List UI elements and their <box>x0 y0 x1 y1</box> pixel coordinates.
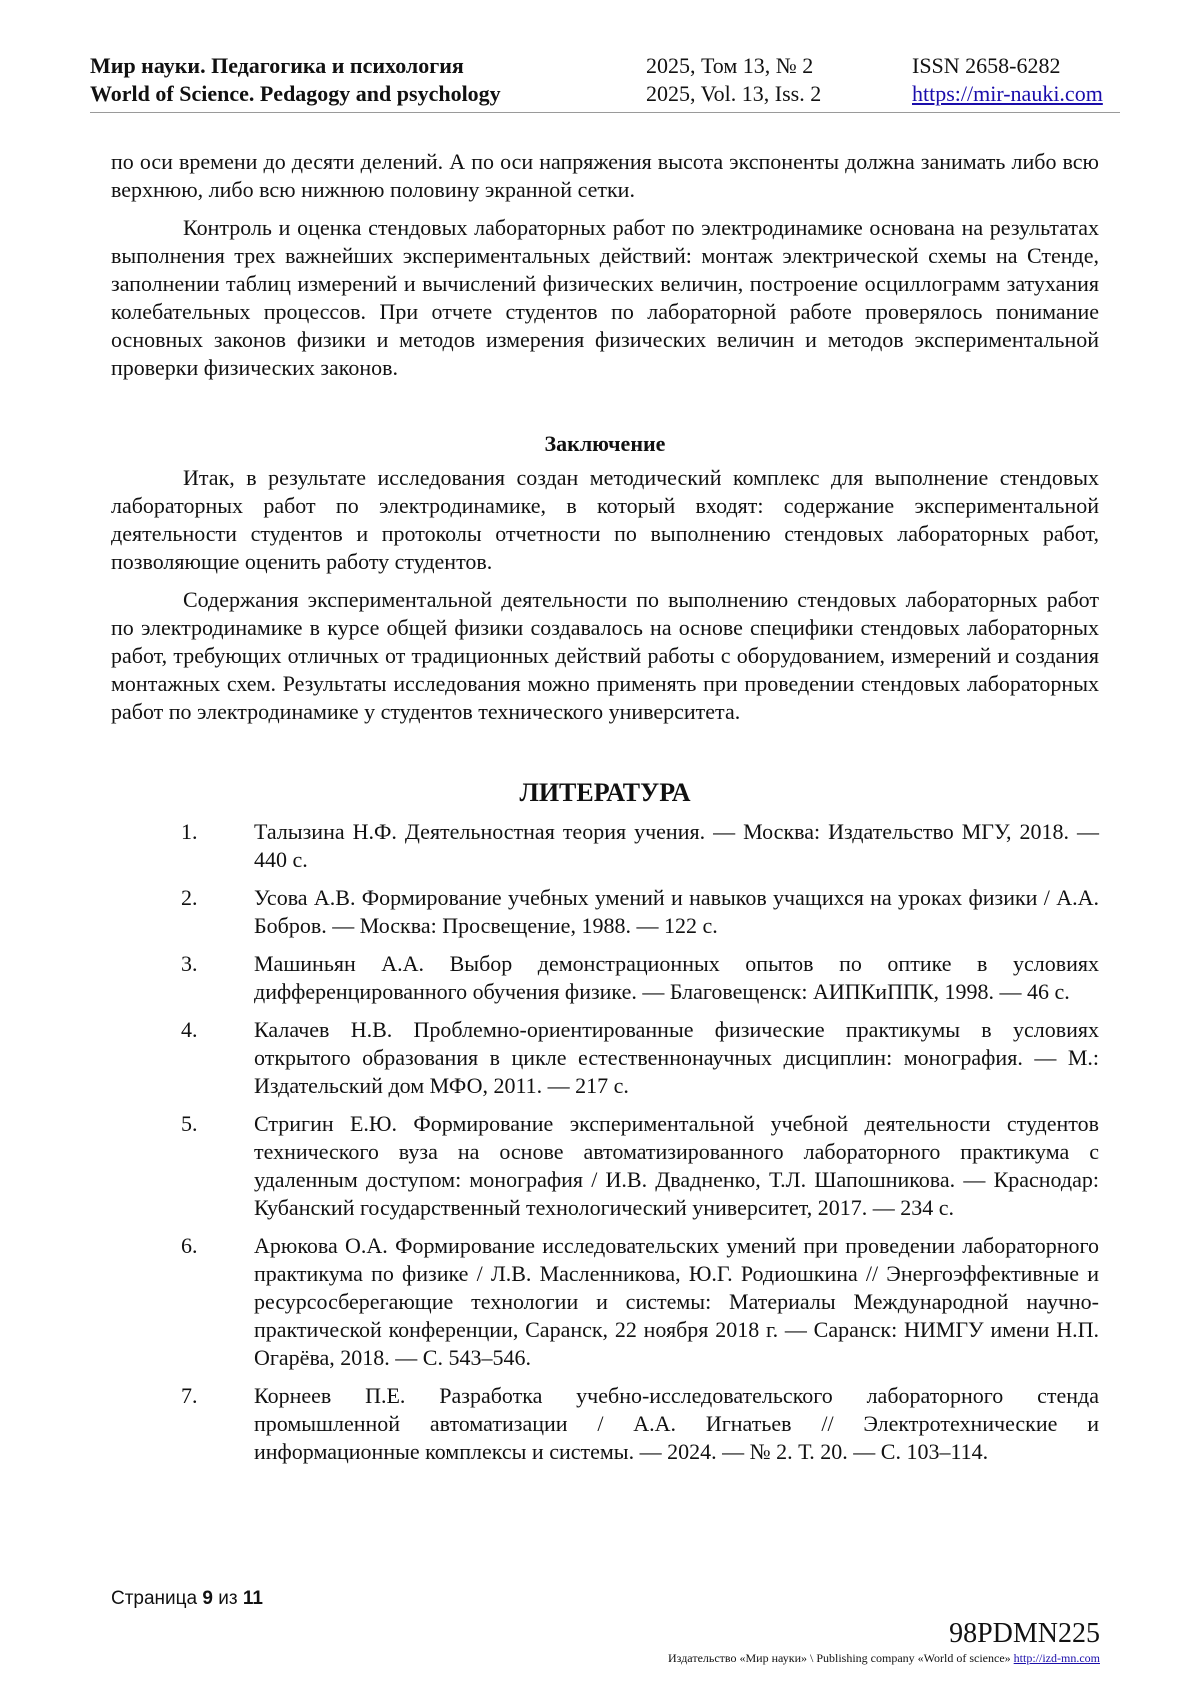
page-total: 11 <box>242 1588 263 1609</box>
reference-list <box>111 818 1099 1466</box>
reference-number: 6. <box>181 1233 198 1258</box>
reference-text: Арюкова О.А. Формирование исследовательских умений при проведении лабораторного практикума по физике / Л.В. Масленникова, Ю.Г. Родиошкина // Энергоэффективные и ресурсосберегающие технологии и системы: Материалы Международной научно-практической конференции, Саранск, 22 ноября 2018 г. — Саранск: НИМГУ имени Н.П. Огарёва, 2018. — С. 543–546. <box>254 1233 1099 1370</box>
page-current: 9 <box>202 1588 213 1609</box>
reference-number: 4. <box>181 1017 198 1042</box>
conclusion-paragraph-1: Итак, в результате исследования создан методический комплекс для выполнение стендовых лабораторных работ по электродинамике, в который входят: содержание экспериментальной деятельности студентов и протоколы отчетности по выполнению стендовых лабораторных работ, позволяющие оценить работу студентов. <box>111 465 1099 574</box>
issn-block <box>912 52 1103 108</box>
conclusion-heading: Заключение <box>544 431 666 456</box>
issn: ISSN 2658-6282 <box>912 53 1061 78</box>
reference-item <box>111 1382 1099 1466</box>
reference-text: Калачев Н.В. Проблемно-ориентированные физические практикумы в условиях открытого образования в цикле естественнонаучных дисциплин: монография. — М.: Издательский дом МФО, 2011. — 217 с. <box>254 1017 1099 1098</box>
literature-heading: ЛИТЕРАТУРА <box>519 778 691 807</box>
journal-title-block <box>90 52 501 108</box>
reference-number: 1. <box>181 819 198 844</box>
reference-text: Усова А.В. Формирование учебных умений и навыков учащихся на уроках физики / А.А. Бобров. — Москва: Просвещение, 1988. — 122 с. <box>254 885 1099 938</box>
reference-text: Талызина Н.Ф. Деятельностная теория учения. — Москва: Издательство МГУ, 2018. — 440 с. <box>254 819 1099 872</box>
reference-item <box>111 1232 1099 1372</box>
issue-en: 2025, Vol. 13, Iss. 2 <box>646 81 822 106</box>
page-of: из <box>218 1588 238 1609</box>
reference-item <box>111 950 1099 1006</box>
paragraph-continued: по оси времени до десяти делений. А по оси напряжения высота экспоненты должна занимать либо всю верхнюю, либо всю нижнюю половину экранной сетки. <box>111 149 1099 202</box>
article-body <box>111 148 1099 1476</box>
reference-item <box>111 1110 1099 1222</box>
page-label: Страница <box>111 1588 198 1609</box>
publisher-text: Издательство «Мир науки» \ Publishing company «World of science» <box>668 1651 1011 1665</box>
issue-block <box>646 52 821 108</box>
conclusion-paragraph-2: Содержания экспериментальной деятельности по выполнению стендовых лабораторных работ по электродинамике в курсе общей физики создавалось на основе специфики стендовых лабораторных работ, требующих отличных от традиционных действий работы с оборудованием, измерений и создания монтажных схем. Результаты исследования можно применять при проведении стендовых лабораторных работ по электродинамике у студентов технического университета. <box>111 587 1099 724</box>
reference-text: Корнеев П.Е. Разработка учебно-исследовательского лабораторного стенда промышленной автоматизации / А.А. Игнатьев // Электротехнические и информационные комплексы и системы. — 2024. — № 2. Т. 20. — С. 103–114. <box>254 1383 1099 1464</box>
reference-number: 5. <box>181 1111 198 1136</box>
article-code: 98PDMN225 <box>949 1618 1100 1649</box>
reference-item <box>111 884 1099 940</box>
reference-number: 2. <box>181 885 198 910</box>
journal-title-ru: Мир науки. Педагогика и психология <box>90 53 464 78</box>
publisher-link[interactable]: http://izd-mn.com <box>1013 1651 1100 1665</box>
page-number <box>111 1588 263 1610</box>
journal-link[interactable]: https://mir-nauki.com <box>912 81 1103 106</box>
issue-ru: 2025, Том 13, № 2 <box>646 53 814 78</box>
journal-title-en: World of Science. Pedagogy and psychology <box>90 81 501 106</box>
reference-text: Машиньян А.А. Выбор демонстрационных опытов по оптике в условиях дифференцированного обучения физике. — Благовещенск: АИПКиППК, 1998. — 46 с. <box>254 951 1099 1004</box>
reference-item <box>111 818 1099 874</box>
reference-item <box>111 1016 1099 1100</box>
reference-number: 3. <box>181 951 198 976</box>
reference-text: Стригин Е.Ю. Формирование экспериментальной учебной деятельности студентов технического вуза на основе автоматизированного лабораторного практикума с удаленным доступом: монография / И.В. Двадненко, Т.Л. Шапошникова. — Краснодар: Кубанский государственный технологический университет, 2017. — 234 с. <box>254 1111 1099 1220</box>
page-header <box>90 52 1120 113</box>
paragraph-assessment: Контроль и оценка стендовых лабораторных работ по электродинамике основана на результатах выполнения трех важнейших экспериментальных действий: монтаж электрической схемы на Стенде, заполнении таблиц измерений и вычислений физических величин, построение осциллограмм затухания колебательных процессов. При отчете студентов по лабораторной работе проверялось понимание основных законов физики и методов измерения физических величин и методов экспериментальной проверки физических законов. <box>111 215 1099 380</box>
publisher-footer <box>668 1651 1100 1666</box>
reference-number: 7. <box>181 1383 198 1408</box>
